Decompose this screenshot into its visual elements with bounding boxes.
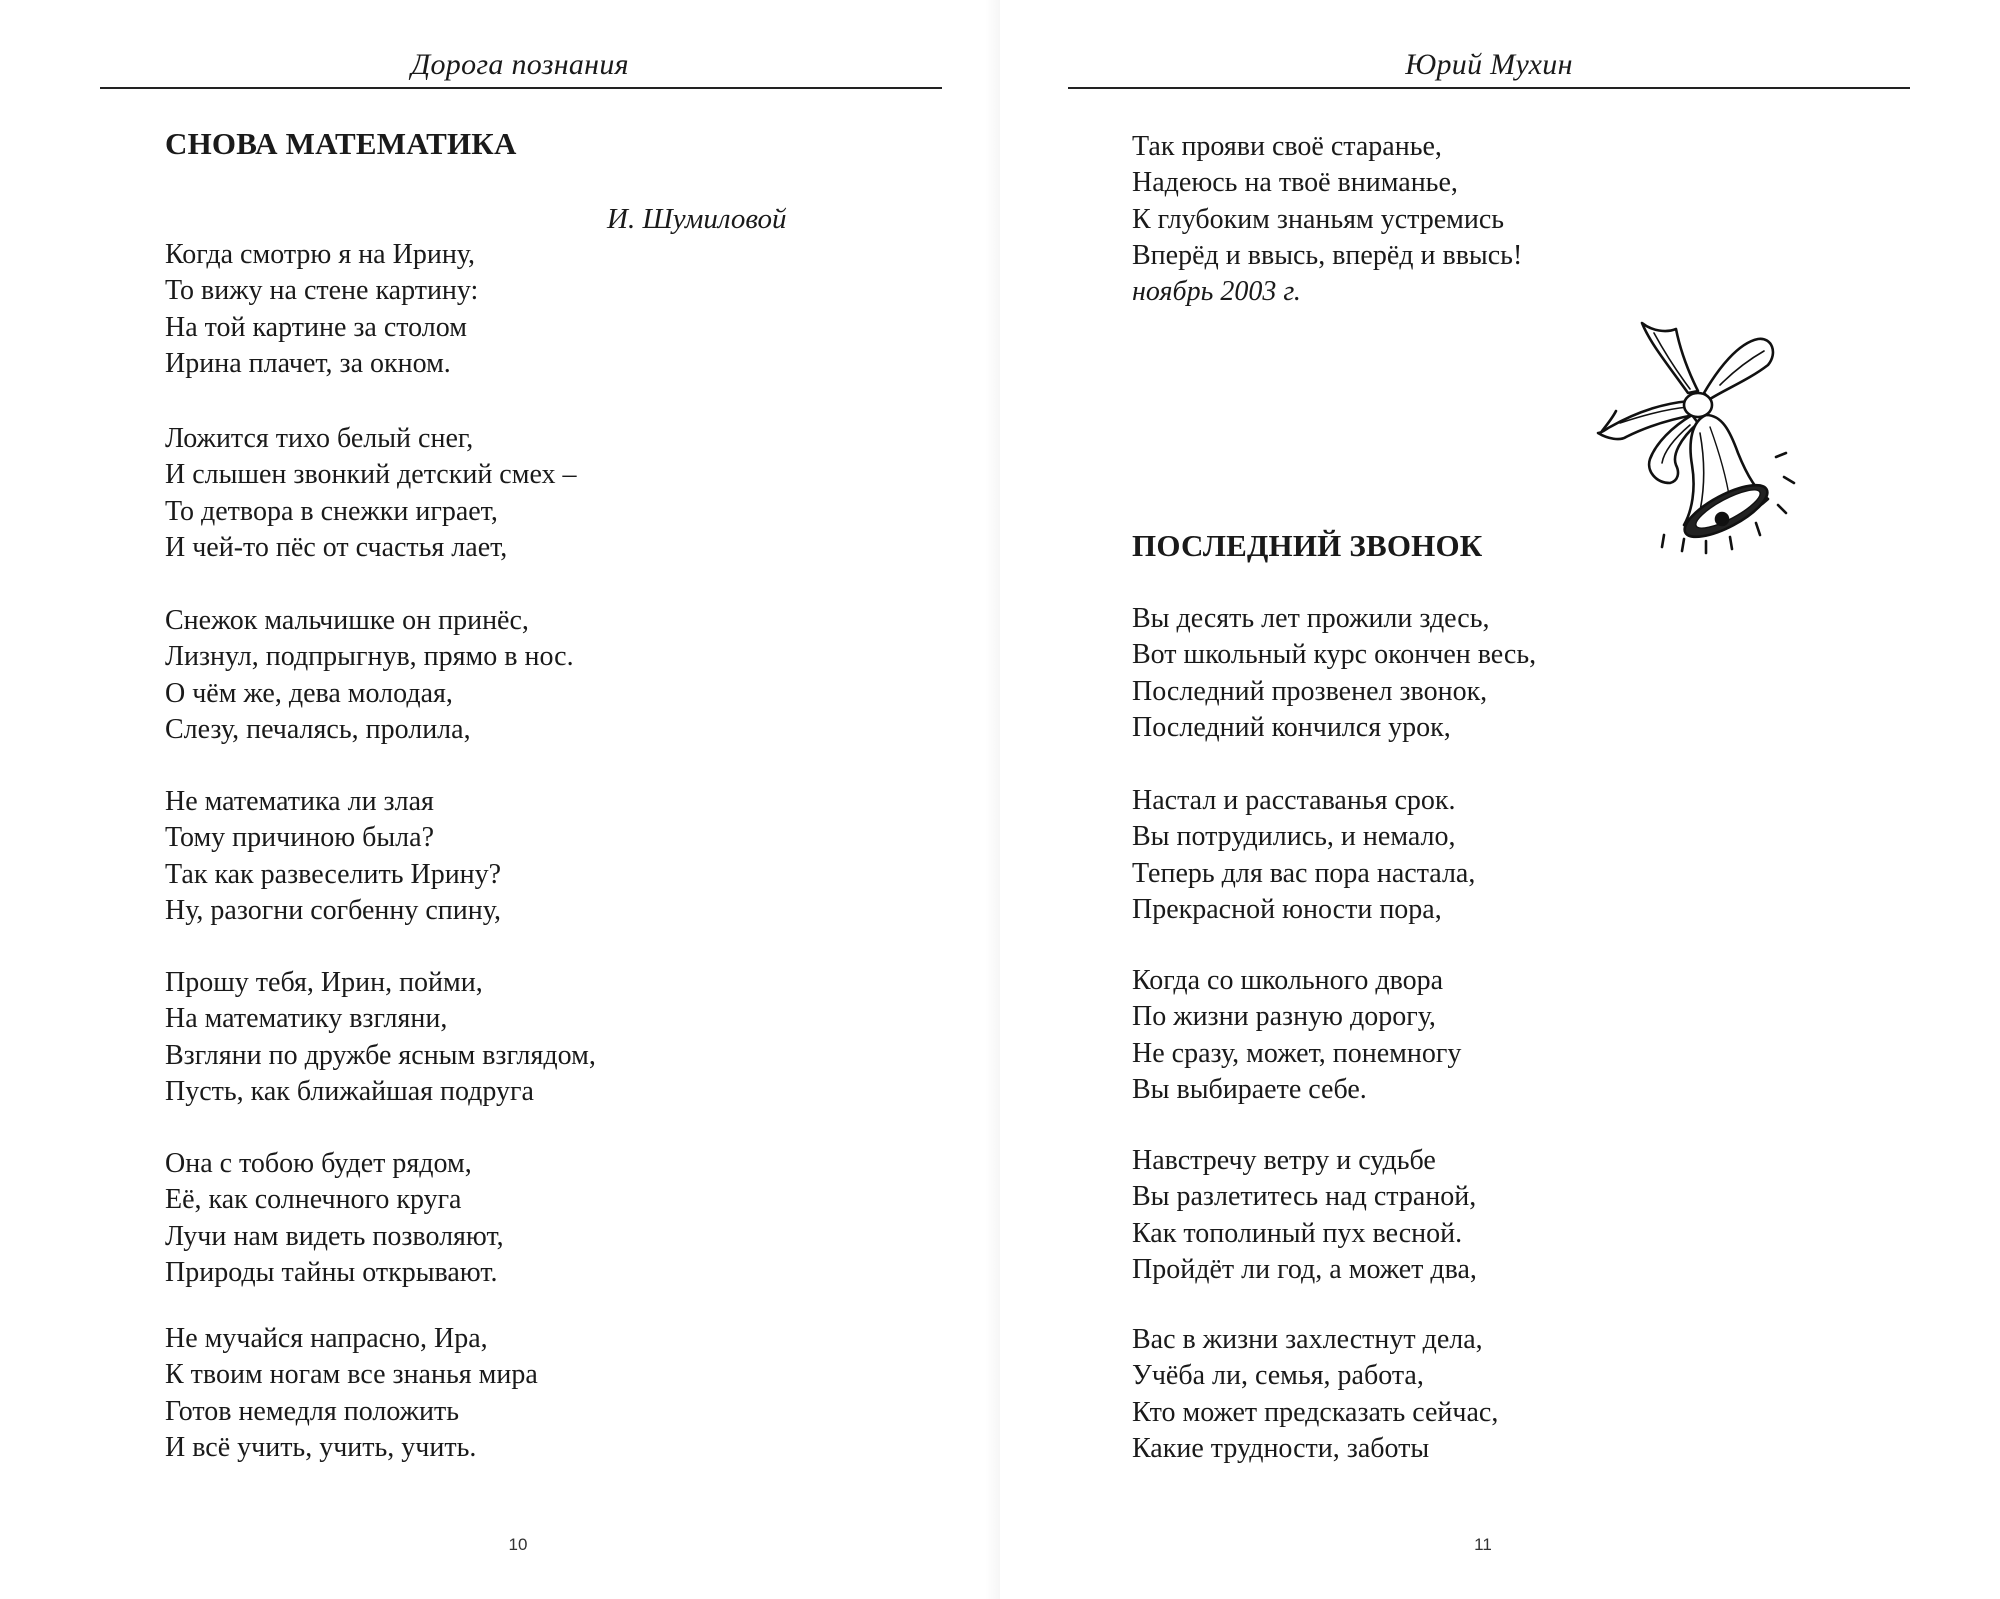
verse-line: Теперь для вас пора настала, bbox=[1132, 857, 1476, 889]
stanza-right-continuation bbox=[1132, 129, 1522, 310]
verse-line: Готов немедля положить bbox=[165, 1395, 459, 1427]
verse-line: По жизни разную дорогу, bbox=[1132, 1001, 1436, 1033]
verse-line: И слышен звонкий детский смех – bbox=[165, 459, 577, 491]
verse-line: Ирина плачет, за окном. bbox=[165, 347, 451, 379]
verse-line: Какие трудности, заботы bbox=[1132, 1432, 1430, 1464]
verse-line: Лучи нам видеть позволяют, bbox=[165, 1220, 504, 1252]
verse-line: Прошу тебя, Ирин, пойми, bbox=[165, 967, 483, 998]
stanza-left-4 bbox=[165, 784, 501, 929]
verse-line: Снежок мальчишке он принёс, bbox=[165, 605, 529, 636]
verse-line: Навстречу ветру и судьбе bbox=[1132, 1145, 1436, 1176]
stanza-left-1 bbox=[165, 237, 478, 382]
verse-line: Природы тайны открывают. bbox=[165, 1256, 498, 1288]
verse-line: Ну, разогни согбенну спину, bbox=[165, 894, 501, 926]
verse-line: Учёба ли, семья, работа, bbox=[1132, 1360, 1424, 1392]
poem-dedication: И. Шумиловой bbox=[607, 203, 787, 235]
verse-line: Так прояви своё старанье, bbox=[1132, 131, 1442, 162]
stanza-left-6 bbox=[165, 1146, 504, 1291]
verse-line: К глубоким знаньям устремись bbox=[1132, 203, 1505, 235]
verse-line: Вы выбираете себе. bbox=[1132, 1073, 1367, 1105]
verse-line: Вы потрудились, и немало, bbox=[1132, 821, 1456, 853]
verse-line: Лизнул, подпрыгнув, прямо в нос. bbox=[165, 641, 574, 673]
verse-line: Прекрасной юности пора, bbox=[1132, 893, 1442, 925]
verse-line: То вижу на стене картину: bbox=[165, 275, 479, 307]
verse-line: Кто может предсказать сейчас, bbox=[1132, 1396, 1499, 1428]
verse-line: Слезу, печалясь, пролила, bbox=[165, 713, 471, 745]
verse-line: И всё учить, учить, учить. bbox=[165, 1431, 477, 1463]
verse-line: Пройдёт ли год, а может два, bbox=[1132, 1253, 1477, 1285]
running-head-left: Дорога познания bbox=[411, 48, 629, 81]
verse-line: Последний кончился урок, bbox=[1132, 711, 1451, 743]
verse-line: Она с тобою будет рядом, bbox=[165, 1148, 472, 1179]
verse-line: К твоим ногам все знанья мира bbox=[165, 1359, 538, 1391]
verse-line: Как тополиный пух весной. bbox=[1132, 1217, 1463, 1249]
stanza-left-7 bbox=[165, 1321, 538, 1466]
header-rule-left bbox=[100, 87, 942, 89]
school-bell-icon bbox=[1580, 315, 1820, 565]
stanza-right-1 bbox=[1132, 601, 1536, 746]
right-page bbox=[1000, 0, 2000, 1599]
verse-line: На математику взгляни, bbox=[165, 1003, 448, 1035]
verse-line: И чей-то пёс от счастья лает, bbox=[165, 531, 508, 563]
verse-line: Надеюсь на твоё вниманье, bbox=[1132, 167, 1458, 199]
stanza-right-3 bbox=[1132, 963, 1461, 1108]
verse-line: Вас в жизни захлестнут дела, bbox=[1132, 1324, 1483, 1355]
page-number-right: 11 bbox=[1474, 1535, 1492, 1554]
stanza-right-2 bbox=[1132, 783, 1475, 928]
poem-date: ноябрь 2003 г. bbox=[1132, 276, 1301, 308]
running-head-right: Юрий Мухин bbox=[1405, 48, 1573, 81]
stanza-left-2 bbox=[165, 421, 577, 566]
verse-line: Настал и расставанья срок. bbox=[1132, 785, 1456, 816]
stanza-left-5 bbox=[165, 965, 596, 1110]
verse-line: То детвора в снежки играет, bbox=[165, 495, 498, 527]
header-rule-right bbox=[1068, 87, 1910, 89]
poem-title-posledniy-zvonok: ПОСЛЕДНИЙ ЗВОНОК bbox=[1132, 528, 1483, 563]
verse-line: Ложится тихо белый снег, bbox=[165, 423, 474, 454]
page-number-left: 10 bbox=[508, 1535, 528, 1554]
verse-line: О чём же, дева молодая, bbox=[165, 677, 453, 709]
verse-line: Так как развеселить Ирину? bbox=[165, 858, 502, 890]
verse-line: Пусть, как ближайшая подруга bbox=[165, 1075, 534, 1107]
verse-line: Тому причиною была? bbox=[165, 822, 435, 854]
verse-line: Вы разлетитесь над страной, bbox=[1132, 1181, 1477, 1213]
verse-line: Последний прозвенел звонок, bbox=[1132, 675, 1488, 707]
verse-line: Взгляни по дружбе ясным взглядом, bbox=[165, 1039, 596, 1071]
verse-line: На той картине за столом bbox=[165, 311, 467, 343]
verse-line: Вперёд и ввысь, вперёд и ввысь! bbox=[1132, 239, 1523, 271]
verse-line: Не математика ли злая bbox=[165, 786, 434, 817]
stanza-left-3 bbox=[165, 603, 574, 748]
poem-title-snova-matematika: СНОВА МАТЕМАТИКА bbox=[165, 126, 517, 161]
verse-line: Когда смотрю я на Ирину, bbox=[165, 239, 475, 270]
verse-line: Вы десять лет прожили здесь, bbox=[1132, 603, 1490, 634]
stanza-right-4 bbox=[1132, 1143, 1477, 1288]
verse-line: Её, как солнечного круга bbox=[165, 1184, 462, 1216]
verse-line: Когда со школьного двора bbox=[1132, 965, 1444, 996]
verse-line: Вот школьный курс окончен весь, bbox=[1132, 639, 1537, 671]
stanza-right-5 bbox=[1132, 1322, 1498, 1467]
verse-line: Не сразу, может, понемногу bbox=[1132, 1037, 1462, 1069]
verse-line: Не мучайся напрасно, Ира, bbox=[165, 1323, 488, 1354]
